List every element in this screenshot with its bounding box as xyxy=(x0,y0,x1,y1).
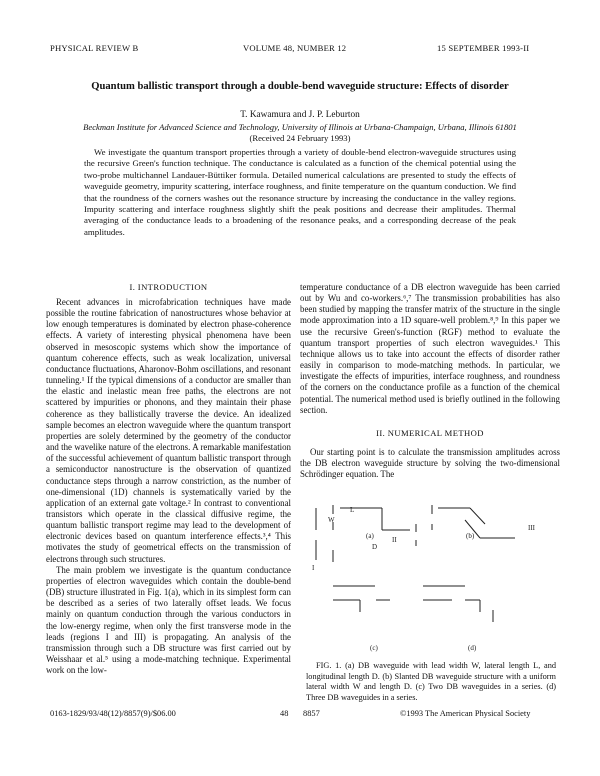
issue-date: 15 SEPTEMBER 1993-II xyxy=(437,43,530,53)
footer-copyright: ©1993 The American Physical Society xyxy=(400,709,531,718)
authors: T. Kawamura and J. P. Leburton xyxy=(240,110,360,120)
intro-paragraph-3: temperature conductance of a DB electron waveguide has been carried out by Wu and co-workers.⁶,⁷ The transmission probabilities has also been studied by mapping the transfer matrix of the structure in the single mode approximation into a 1D square-well problem.⁸,⁹ In this paper we use the recursive Green's-function (RGF) method to evaluate the quantum transport properties of such electron waveguides.¹ This technique allows us to take into account the effects of disorder rather easily in comparison to mode-matching methods. In particular, we investigate the effects of impurities, interface roughness, and roundness of the corners on the conductance profile as a function of the chemical potential. The numerical method used is briefly outlined in the following section. xyxy=(300,282,560,415)
right-column xyxy=(300,282,560,481)
figure-1 xyxy=(300,500,570,660)
footer-volume: 48 xyxy=(280,709,289,718)
received-date: (Received 24 February 1993) xyxy=(249,133,351,143)
label-b: (b) xyxy=(466,532,475,540)
abstract: We investigate the quantum transport properties through a variety of double-bend electron-waveguide structures using the recursive Green's function technique. The conductance is calculated as a function of the chemical potential using the two-probe multichannel Landauer-Büttiker formula. Detailed numerical calculations are presented to study the effects of waveguide geometry, impurity scattering, interface roughness, and finite temperature on the quantum conduction. We find that the roundness of the corners washes out the resonance structure by increasing the conductance in the valley regions. Impurity scattering and interface roughness slightly shift the peak positions and decrease their amplitudes. Thermal averaging of the conductance leads to a broadening of the resonance peaks, and a corresponding decrease of the peak amplitudes. xyxy=(84,147,516,237)
footer-code: 0163-1829/93/48(12)/8857(9)/$06.00 xyxy=(50,709,176,718)
label-a: (a) xyxy=(366,532,374,540)
label-III: III xyxy=(528,524,535,532)
intro-paragraph-2: The main problem we investigate is the quantum conductance properties of electron waveguides which contain the double-bend (DB) structure illustrated in Fig. 1(a), which in its simplest form can be described as a series of two laterally offset leads. We focus mainly on quantum conduction through the various conductors in the low-energy regime, when only the first transverse mode in the leads (regions I and III) is propagating. An analysis of the transmission through such a DB structure was first carried out by Weisshaar et al.⁵ using a mode-matching technique. Experimental work on the low- xyxy=(46,564,291,676)
volume-number: VOLUME 48, NUMBER 12 xyxy=(243,43,347,53)
label-I: I xyxy=(312,564,315,572)
figure-caption: FIG. 1. (a) DB waveguide with lead width W, lateral length L, and longitudinal length D. (b) Slanted DB waveguide structure with a uniform lateral width W and length D. (c) Two DB waveguides in a series. (d) Three DB waveguides in a series. xyxy=(306,661,556,702)
label-c: (c) xyxy=(370,644,378,652)
label-W: W xyxy=(328,516,335,524)
footer-page: 8857 xyxy=(303,709,320,718)
left-column xyxy=(46,297,291,676)
label-L: L xyxy=(350,506,355,514)
affiliation: Beckman Institute for Advanced Science and Technology, University of Illinois at Urbana-Champaign, Urbana, Illinois 61801 xyxy=(83,122,517,132)
waveguide-c xyxy=(333,586,390,612)
intro-paragraph-1: Recent advances in microfabrication techniques have made possible the routine fabrication of nanostructures whose behavior at low enough temperatures is dominated by electron phase-coherence effects. A variety of interesting physical phenomena have been observed in mesoscopic systems which show the importance of quantum coherence effects, such as weak localization, universal conductance fluctuations, Aharonov-Bohm oscillations, and resonant tunneling.¹ If the typical dimensions of a conductor are smaller than the elastic and inelastic mean free paths, the electrons are not scattered by impurities or phonons, and they maintain their phase coherence as they ballistically traverse the device. An idealized sample becomes an electron waveguide where the quantum transport properties are solely determined by the geometry of the conductor and the wavelike nature of the electrons. A remarkable manifestation of the successful achievement of quantum ballistic transport through a semiconductor nanostructure is the observation of quantized conductance steps through a narrow constriction, as the number of one-dimensional (1D) channels is systematically varied by the application of an external gate voltage.² In contrast to conventional transistors which operate in the classical diffusive regime, the quantum ballistic transport regime may lead to the development of electronic devices based on quantum interference effects.³,⁴ This motivates the study of geometrical effects on the transmission of electrons through such structures. xyxy=(46,297,291,564)
paper-title: Quantum ballistic transport through a double-bend waveguide structure: Effects of disorder xyxy=(91,81,509,92)
label-II: II xyxy=(392,536,397,544)
method-paragraph-1: Our starting point is to calculate the transmission amplitudes across the DB electron waveguide structure by solving the two-dimensional Schrödinger equation. The xyxy=(300,447,560,480)
section-heading-numerical-method: II. NUMERICAL METHOD xyxy=(376,427,484,438)
label-d: (d) xyxy=(468,644,477,652)
label-D: D xyxy=(372,543,378,551)
waveguide-d xyxy=(423,586,493,622)
journal-name: PHYSICAL REVIEW B xyxy=(50,43,139,53)
section-heading-introduction: I. INTRODUCTION xyxy=(129,282,208,292)
